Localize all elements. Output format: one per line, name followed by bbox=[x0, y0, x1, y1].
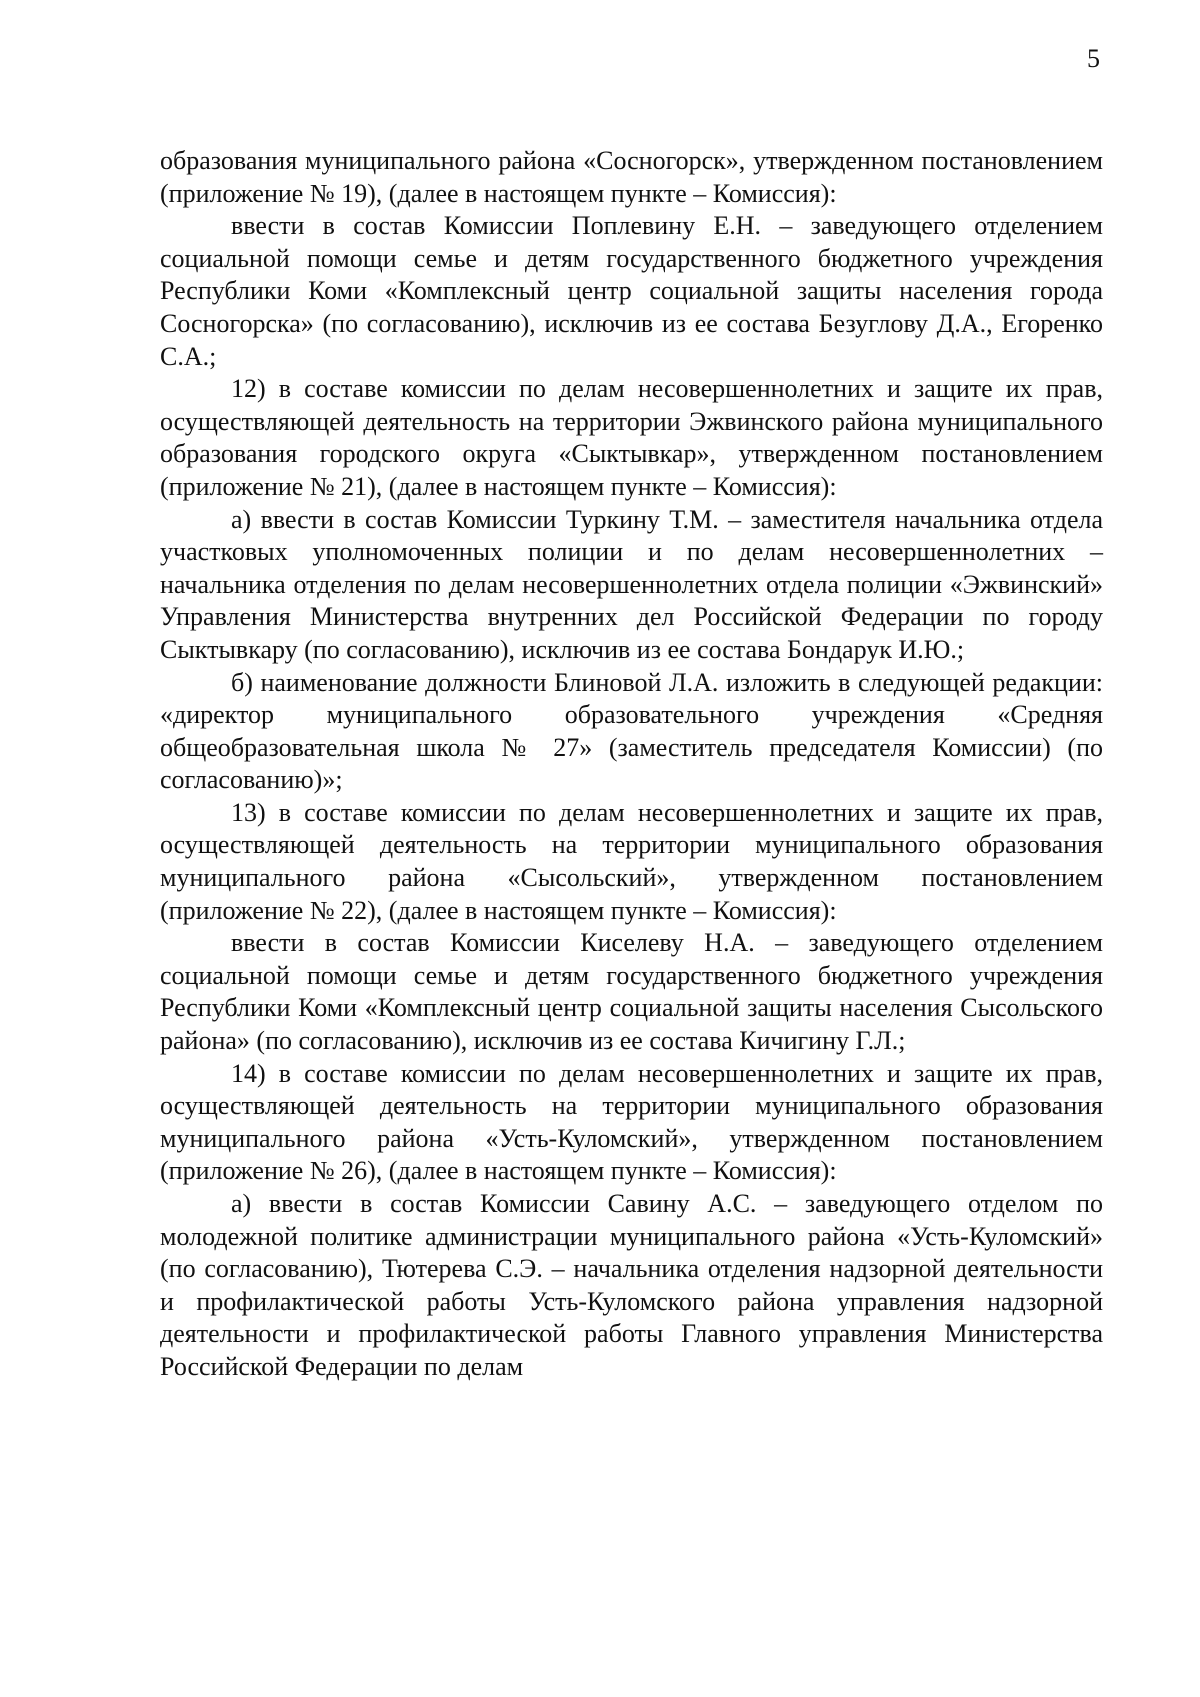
paragraph-4: а) ввести в состав Комиссии Туркину Т.М. – заместителя начальника отдела участковых уполномоченных полиции и по делам несовершеннолетних – начальника отделения по делам несовершеннолетних отдела полиции «Эжвинский» Управления Министерства внутренних дел Российской Федерации по городу Сыктывкару (по согласованию), исключив из ее состава Бондарук И.Ю.; bbox=[160, 504, 1103, 664]
paragraph-3: 12) в составе комиссии по делам несовершеннолетних и защите их прав, осуществляющей деятельность на территории Эжвинского района муниципального образования городского округа «Сыктывкар», утвержденном постановлением (приложение № 21), (далее в настоящем пункте – Комиссия): bbox=[160, 374, 1103, 501]
paragraph-6: 13) в составе комиссии по делам несовершеннолетних и защите их прав, осуществляющей деятельность на территории муниципального образования муниципального района «Сысольский», утвержденном постановлением (приложение № 22), (далее в настоящем пункте – Комиссия): bbox=[160, 797, 1103, 925]
paragraph-8: 14) в составе комиссии по делам несовершеннолетних и защите их прав, осуществляющей деятельность на территории муниципального образования муниципального района «Усть-Куломский», утвержденном постановлением (приложение № 26), (далее в настоящем пункте – Комиссия): bbox=[160, 1058, 1103, 1186]
document-body bbox=[160, 145, 1103, 1384]
paragraph-9: а) ввести в состав Комиссии Савину А.С. – заведующего отделом по молодежной политике администрации муниципального района «Усть-Куломский» (по согласованию), Тютерева С.Э. – начальника отделения надзорной деятельности и профилактической работы Усть-Куломского района управления надзорной деятельности и профилактической работы Главного управления Министерства Российской Федерации по делам bbox=[160, 1189, 1103, 1381]
paragraph-2: ввести в состав Комиссии Поплевину Е.Н. – заведующего отделением социальной помощи семье и детям государственного бюджетного учреждения Республики Коми «Комплексный центр социальной защиты населения города Сосногорска» (по согласованию), исключив из ее состава Безуглову Д.А., Егоренко С.А.; bbox=[160, 211, 1103, 371]
paragraph-7: ввести в состав Комиссии Киселеву Н.А. – заведующего отделением социальной помощи семье и детям государственного бюджетного учреждения Республики Коми «Комплексный центр социальной защиты населения Сысольского района» (по согласованию), исключив из ее состава Кичигину Г.Л.; bbox=[160, 928, 1103, 1056]
paragraph-5: б) наименование должности Блиновой Л.А. изложить в следующей редакции: «директор муниципального образовательного учреждения «Средняя общеобразовательная школа № 27» (заместитель председателя Комиссии) (по согласованию)»; bbox=[160, 667, 1103, 795]
page-number: 5 bbox=[1087, 44, 1100, 73]
paragraph-1: образования муниципального района «Сосногорск», утвержденном постановлением (приложение № 19), (далее в настоящем пункте – Комиссия): bbox=[160, 146, 1103, 208]
